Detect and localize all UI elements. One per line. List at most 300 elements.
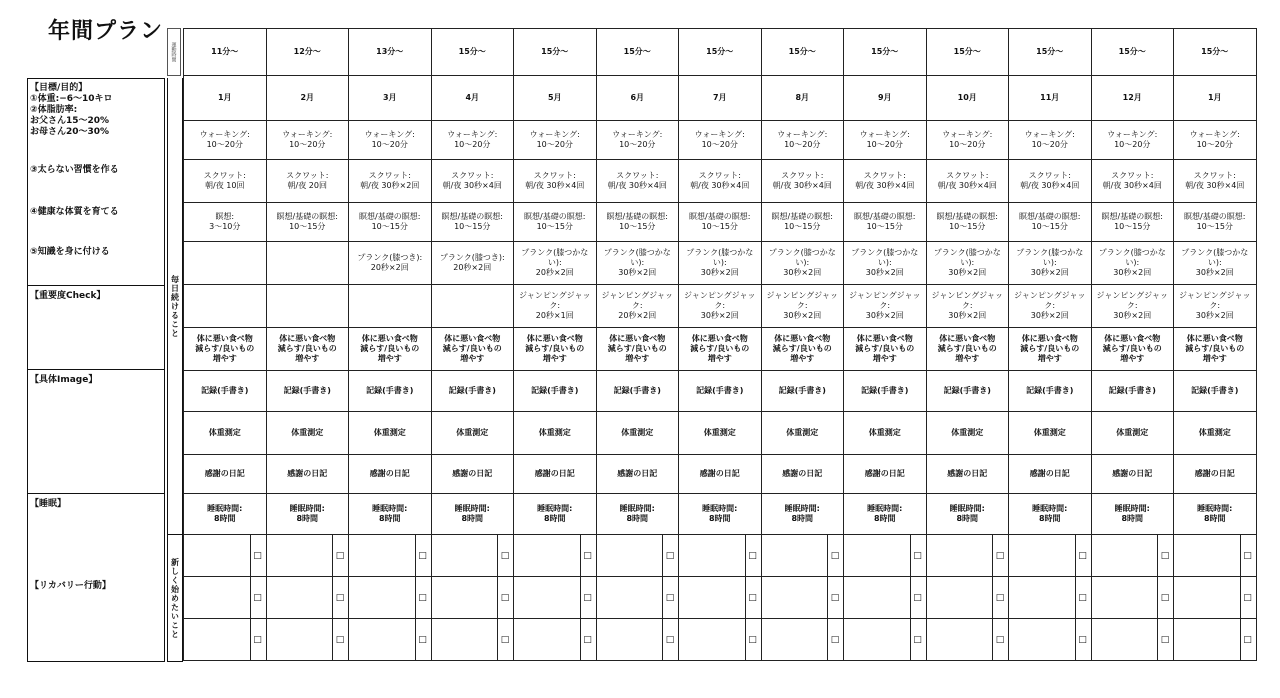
cell-text: 増やす	[1120, 354, 1145, 363]
weight-row-cell	[1174, 412, 1257, 455]
checkbox[interactable]: □	[910, 619, 925, 660]
cell-text: 体に悪い食べ物	[279, 334, 336, 343]
cell-text: 15分〜	[1118, 47, 1146, 56]
cell-text: 10月	[957, 93, 977, 102]
cell-text: 増やす	[1202, 354, 1227, 363]
cell-text: ウォーキング:	[529, 130, 580, 139]
weight-row-cell	[266, 412, 349, 455]
cell-text: スクワット:	[286, 171, 329, 180]
cell-text: ジャンピングジャック:	[1013, 291, 1086, 310]
new-habit-row	[184, 577, 1257, 619]
cell-text: 朝/夜 30秒×4回	[1102, 181, 1162, 190]
sleep-row-cell	[349, 494, 432, 535]
cell-text: 15分〜	[1201, 47, 1229, 56]
cell-text: 10〜20分	[206, 140, 243, 149]
checkbox[interactable]: □	[992, 535, 1007, 576]
goal-header: 【目標/目的】	[30, 83, 88, 93]
new-habit-row-cell	[679, 535, 762, 577]
jumping-row-cell	[266, 285, 349, 328]
cell-text: 減らす/良いもの	[1185, 344, 1245, 353]
cell-text: 増やす	[955, 354, 980, 363]
time-row-cell	[761, 29, 844, 76]
cell-text: 15分〜	[871, 47, 899, 56]
thanks-row-cell	[514, 455, 597, 494]
cell-text: プランク(膝つかない):	[933, 248, 1001, 267]
jumping-row-cell	[844, 285, 927, 328]
checkbox[interactable]: □	[662, 577, 677, 618]
meditation-row-cell	[1091, 203, 1174, 242]
checkbox[interactable]: □	[415, 577, 430, 618]
sleep-row-cell	[1091, 494, 1174, 535]
cell-text: プランク(膝つき):	[357, 253, 423, 262]
jumping-row-cell	[1174, 285, 1257, 328]
meditation-row-cell	[761, 203, 844, 242]
food-row-cell	[1091, 328, 1174, 371]
cell-text: スクワット:	[698, 171, 741, 180]
cell-text: 30秒×2回	[948, 311, 987, 320]
food-row	[184, 328, 1257, 371]
cell-text: 8時間	[708, 514, 731, 523]
checkbox[interactable]: □	[497, 619, 512, 660]
cell-text: 5月	[547, 93, 562, 102]
cell-text: 体重測定	[538, 428, 571, 437]
checkbox[interactable]: □	[827, 535, 842, 576]
record-row-cell	[761, 371, 844, 412]
cell-text: 7月	[712, 93, 727, 102]
new-habit-row-cell	[926, 619, 1009, 661]
cell-text: 体に悪い食べ物	[1021, 334, 1078, 343]
sleep-row-cell	[679, 494, 762, 535]
cell-text: 10〜15分	[701, 222, 738, 231]
checkbox[interactable]: □	[992, 577, 1007, 618]
checkbox[interactable]: □	[1240, 619, 1255, 660]
checkbox[interactable]: □	[415, 619, 430, 660]
record-row-cell	[184, 371, 267, 412]
cell-text: 10〜15分	[866, 222, 903, 231]
cell-text: ウォーキング:	[1024, 130, 1075, 139]
cell-text: 体重測定	[208, 428, 241, 437]
cell-text: 体に悪い食べ物	[526, 334, 583, 343]
cell-text: 朝/夜 30秒×4回	[937, 181, 997, 190]
cell-text: 10〜20分	[1196, 140, 1233, 149]
weight-row-cell	[1091, 412, 1174, 455]
checkbox[interactable]: □	[497, 535, 512, 576]
cell-text: 感謝の日記	[947, 469, 988, 478]
cell-text: 朝/夜 30秒×4回	[1020, 181, 1080, 190]
cell-text: 30秒×2回	[865, 268, 904, 277]
checkbox[interactable]: □	[992, 619, 1007, 660]
new-habit-row-cell	[266, 535, 349, 577]
weight-row-cell	[349, 412, 432, 455]
cell-text: 記録(手書き)	[283, 386, 331, 395]
record-row-cell	[1091, 371, 1174, 412]
sleep-row-cell	[514, 494, 597, 535]
checkbox[interactable]: □	[415, 535, 430, 576]
checkbox[interactable]: □	[1157, 535, 1172, 576]
new-habit-row-cell	[184, 619, 267, 661]
cell-text: 10〜15分	[289, 222, 326, 231]
time-row-cell	[514, 29, 597, 76]
cell-text: 記録(手書き)	[778, 386, 826, 395]
cell-text: 8時間	[296, 514, 319, 523]
new-habit-row-cell	[926, 535, 1009, 577]
cell-text: 4月	[465, 93, 480, 102]
jumping-row-cell	[349, 285, 432, 328]
exercise-time-label: 運動時間	[167, 28, 181, 76]
cell-text: 感謝の日記	[699, 469, 740, 478]
cell-text: 瞑想/基礎の瞑想:	[441, 212, 503, 221]
goal-2: ②体脂肪率:	[30, 105, 78, 115]
food-row-cell	[1174, 328, 1257, 371]
sleep-label: 【睡眠】	[30, 499, 67, 509]
goal-2-father: お父さん15〜20%	[30, 116, 110, 126]
cell-text: 8時間	[791, 514, 814, 523]
sleep-row-cell	[926, 494, 1009, 535]
month-row-cell	[349, 76, 432, 121]
cell-text: プランク(膝つかない):	[521, 248, 589, 267]
cell-text: 9月	[877, 93, 892, 102]
cell-text: 睡眠時間:	[702, 504, 738, 513]
new-habit-row-cell	[596, 535, 679, 577]
new-habit-row-cell	[679, 577, 762, 619]
new-habit-row-cell	[514, 577, 597, 619]
cell-text: 12月	[1122, 93, 1142, 102]
page-title: 年間プラン	[48, 19, 164, 44]
new-habit-row-cell	[349, 535, 432, 577]
meditation-row-cell	[679, 203, 762, 242]
checkbox[interactable]: □	[1075, 577, 1090, 618]
cell-text: 30秒×2回	[618, 268, 657, 277]
time-row-cell	[266, 29, 349, 76]
cell-text: 朝/夜 30秒×4回	[1185, 181, 1245, 190]
cell-text: 体重測定	[1033, 428, 1066, 437]
cell-text: 減らす/良いもの	[772, 344, 832, 353]
month-row-cell	[761, 76, 844, 121]
weight-row-cell	[679, 412, 762, 455]
plank-row-cell	[761, 242, 844, 285]
cell-text: 記録(手書き)	[613, 386, 661, 395]
cell-text: 15分〜	[706, 47, 734, 56]
jumping-row-cell	[514, 285, 597, 328]
checkbox[interactable]: □	[1157, 619, 1172, 660]
cell-text: 30秒×2回	[700, 268, 739, 277]
new-habit-row-cell	[514, 619, 597, 661]
cell-text: 体重測定	[456, 428, 489, 437]
cell-text: 12分〜	[293, 47, 321, 56]
cell-text: 体重測定	[1116, 428, 1149, 437]
cell-text: ウォーキング:	[859, 130, 910, 139]
cell-text: 増やす	[625, 354, 650, 363]
checkbox[interactable]: □	[1075, 535, 1090, 576]
jumping-row	[184, 285, 1257, 328]
cell-text: 瞑想/基礎の瞑想:	[689, 212, 751, 221]
cell-text: 朝/夜 30秒×4回	[525, 181, 585, 190]
new-habit-row-cell	[844, 577, 927, 619]
meditation-row-cell	[514, 203, 597, 242]
cell-text: ウォーキング:	[282, 130, 333, 139]
cell-text: 体に悪い食べ物	[774, 334, 831, 343]
checkbox[interactable]: □	[662, 619, 677, 660]
cell-text: 8時間	[461, 514, 484, 523]
new-habit-row-cell	[514, 535, 597, 577]
cell-text: 減らす/良いもの	[1102, 344, 1162, 353]
cell-text: 瞑想/基礎の瞑想:	[1101, 212, 1163, 221]
checkbox[interactable]: □	[1075, 619, 1090, 660]
cell-text: 15分〜	[541, 47, 569, 56]
cell-text: 3月	[382, 93, 397, 102]
weight-row-cell	[431, 412, 514, 455]
new-habit-row-cell	[844, 535, 927, 577]
cell-text: スクワット:	[1111, 171, 1154, 180]
checkbox[interactable]: □	[1157, 577, 1172, 618]
cell-text: 減らす/良いもの	[277, 344, 337, 353]
goal-3: ③太らない習慣を作る	[30, 165, 119, 175]
cell-text: 体に悪い食べ物	[691, 334, 748, 343]
squat-row-cell	[596, 160, 679, 203]
checkbox[interactable]: □	[250, 577, 265, 618]
checkbox[interactable]: □	[745, 619, 760, 660]
cell-text: 10〜20分	[1031, 140, 1068, 149]
cell-text: 感謝の日記	[1112, 469, 1153, 478]
meditation-row-cell	[349, 203, 432, 242]
sleep-row-cell	[1009, 494, 1092, 535]
thanks-row-cell	[349, 455, 432, 494]
cell-text: 15分〜	[1036, 47, 1064, 56]
cell-text: 記録(手書き)	[366, 386, 414, 395]
cell-text: ウォーキング:	[364, 130, 415, 139]
cell-text: 8時間	[1038, 514, 1061, 523]
goal-4: ④健康な体質を育てる	[30, 207, 119, 217]
new-habit-row-cell	[1174, 577, 1257, 619]
checkbox[interactable]: □	[910, 577, 925, 618]
jumping-row-cell	[431, 285, 514, 328]
month-row-cell	[1009, 76, 1092, 121]
new-habit-row-cell	[184, 535, 267, 577]
checkbox[interactable]: □	[827, 619, 842, 660]
cell-text: 30秒×2回	[1113, 268, 1152, 277]
checkbox[interactable]: □	[1240, 577, 1255, 618]
squat-row-cell	[1174, 160, 1257, 203]
squat-row-cell	[679, 160, 762, 203]
sleep-row-cell	[844, 494, 927, 535]
food-row-cell	[266, 328, 349, 371]
cell-text: 8時間	[1121, 514, 1144, 523]
plank-row-cell	[679, 242, 762, 285]
cell-text: 記録(手書き)	[861, 386, 909, 395]
cell-text: 朝/夜 10回	[205, 181, 245, 190]
cell-text: 体重測定	[1198, 428, 1231, 437]
cell-text: スクワット:	[863, 171, 906, 180]
thanks-row-cell	[1009, 455, 1092, 494]
cell-text: スクワット:	[1028, 171, 1071, 180]
time-row-cell	[349, 29, 432, 76]
cell-text: 8時間	[543, 514, 566, 523]
squat-row-cell	[184, 160, 267, 203]
cell-text: 20秒×2回	[618, 311, 657, 320]
month-row-cell	[431, 76, 514, 121]
meditation-row-cell	[184, 203, 267, 242]
cell-text: 睡眠時間:	[949, 504, 985, 513]
plank-row-cell	[926, 242, 1009, 285]
new-habit-row-cell	[761, 619, 844, 661]
cell-text: 15分〜	[788, 47, 816, 56]
time-row-cell	[844, 29, 927, 76]
checkbox[interactable]: □	[580, 535, 595, 576]
importance-check-label: 【重要度Check】	[30, 291, 106, 301]
checkbox[interactable]: □	[910, 535, 925, 576]
meditation-row-cell	[844, 203, 927, 242]
cell-text: 増やす	[872, 354, 897, 363]
new-habit-row-cell	[844, 619, 927, 661]
month-row-cell	[596, 76, 679, 121]
checkbox[interactable]: □	[745, 535, 760, 576]
cell-text: プランク(膝つかない):	[1016, 248, 1084, 267]
cell-text: 10〜15分	[371, 222, 408, 231]
cell-text: 睡眠時間:	[207, 504, 243, 513]
cell-text: 10〜20分	[1114, 140, 1151, 149]
checkbox[interactable]: □	[580, 577, 595, 618]
new-habit-row-cell	[926, 577, 1009, 619]
squat-row-cell	[431, 160, 514, 203]
cell-text: 瞑想/基礎の瞑想:	[771, 212, 833, 221]
cell-text: 増やす	[707, 354, 732, 363]
new-habit-row-cell	[761, 577, 844, 619]
weight-row-cell	[761, 412, 844, 455]
cell-text: 8時間	[1203, 514, 1226, 523]
cell-text: 体に悪い食べ物	[1104, 334, 1161, 343]
walking-row-cell	[679, 121, 762, 160]
cell-text: 11月	[1040, 93, 1060, 102]
walking-row-cell	[184, 121, 267, 160]
cell-text: ウォーキング:	[942, 130, 993, 139]
new-habit-row-cell	[1174, 535, 1257, 577]
cell-text: 30秒×2回	[865, 311, 904, 320]
jumping-row-cell	[761, 285, 844, 328]
cell-text: ウォーキング:	[1107, 130, 1158, 139]
cell-text: 10〜15分	[454, 222, 491, 231]
cell-text: 10〜20分	[371, 140, 408, 149]
new-habit-row-cell	[1091, 535, 1174, 577]
new-habit-row-cell	[266, 577, 349, 619]
cell-text: 10〜15分	[536, 222, 573, 231]
checkbox[interactable]: □	[332, 619, 347, 660]
weight-row-cell	[1009, 412, 1092, 455]
record-row-cell	[266, 371, 349, 412]
walking-row-cell	[926, 121, 1009, 160]
plank-row-cell	[1091, 242, 1174, 285]
walking-row-cell	[266, 121, 349, 160]
time-row-cell	[596, 29, 679, 76]
jumping-row-cell	[1009, 285, 1092, 328]
thanks-row-cell	[596, 455, 679, 494]
cell-text: 感謝の日記	[204, 469, 245, 478]
checkbox[interactable]: □	[745, 577, 760, 618]
checkbox[interactable]: □	[662, 535, 677, 576]
thanks-row-cell	[926, 455, 1009, 494]
recovery-label: 【リカバリー行動】	[30, 581, 111, 591]
plank-row	[184, 242, 1257, 285]
jumping-row-cell	[679, 285, 762, 328]
sleep-row-cell	[266, 494, 349, 535]
squat-row-cell	[844, 160, 927, 203]
checkbox[interactable]: □	[332, 535, 347, 576]
thanks-row-cell	[844, 455, 927, 494]
checkbox[interactable]: □	[250, 535, 265, 576]
cell-text: 体に悪い食べ物	[939, 334, 996, 343]
time-row-cell	[679, 29, 762, 76]
cell-text: 感謝の日記	[452, 469, 493, 478]
squat-row	[184, 160, 1257, 203]
cell-text: 10〜15分	[1196, 222, 1233, 231]
cell-text: 睡眠時間:	[619, 504, 655, 513]
checkbox[interactable]: □	[250, 619, 265, 660]
image-label: 【具体Image】	[30, 375, 98, 385]
cell-text: スクワット:	[533, 171, 576, 180]
cell-text: 8時間	[956, 514, 979, 523]
cell-text: 10〜20分	[619, 140, 656, 149]
cell-text: 体重測定	[703, 428, 736, 437]
time-row-cell	[1009, 29, 1092, 76]
meditation-row-cell	[926, 203, 1009, 242]
time-row-cell	[431, 29, 514, 76]
cell-text: 記録(手書き)	[448, 386, 496, 395]
cell-text: プランク(膝つかない):	[1098, 248, 1166, 267]
cell-text: 減らす/良いもの	[607, 344, 667, 353]
sleep-row-cell	[596, 494, 679, 535]
cell-text: 増やす	[542, 354, 567, 363]
cell-text: 瞑想/基礎の瞑想:	[1184, 212, 1246, 221]
cell-text: 8時間	[213, 514, 236, 523]
cell-text: 睡眠時間:	[372, 504, 408, 513]
cell-text: 体重測定	[373, 428, 406, 437]
checkbox[interactable]: □	[332, 577, 347, 618]
cell-text: 体に悪い食べ物	[361, 334, 418, 343]
cell-text: 体に悪い食べ物	[1186, 334, 1243, 343]
checkbox[interactable]: □	[497, 577, 512, 618]
cell-text: 体に悪い食べ物	[196, 334, 253, 343]
new-habit-row	[184, 619, 1257, 661]
cell-text: スクワット:	[616, 171, 659, 180]
thanks-row-cell	[266, 455, 349, 494]
cell-text: 瞑想/基礎の瞑想:	[854, 212, 916, 221]
cell-text: ジャンピングジャック:	[1178, 291, 1251, 310]
cell-text: 8月	[795, 93, 810, 102]
cell-text: 朝/夜 30秒×4回	[442, 181, 502, 190]
new-habit-row-cell	[1009, 619, 1092, 661]
record-row-cell	[844, 371, 927, 412]
meditation-row-cell	[1009, 203, 1092, 242]
checkbox[interactable]: □	[580, 619, 595, 660]
time-row-cell	[1174, 29, 1257, 76]
cell-text: 13分〜	[376, 47, 404, 56]
cell-text: ウォーキング:	[777, 130, 828, 139]
cell-text: 感謝の日記	[782, 469, 823, 478]
cell-text: ウォーキング:	[1189, 130, 1240, 139]
meditation-row	[184, 203, 1257, 242]
cell-text: 感謝の日記	[1029, 469, 1070, 478]
record-row-cell	[431, 371, 514, 412]
new-habit-row-cell	[596, 619, 679, 661]
month-row-cell	[844, 76, 927, 121]
month-row-cell	[1174, 76, 1257, 121]
plank-row-cell	[349, 242, 432, 285]
goal-1: ①体重:−6〜10キロ	[30, 94, 113, 104]
cell-text: ウォーキング:	[612, 130, 663, 139]
record-row-cell	[679, 371, 762, 412]
month-row-cell	[514, 76, 597, 121]
checkbox[interactable]: □	[1240, 535, 1255, 576]
checkbox[interactable]: □	[827, 577, 842, 618]
